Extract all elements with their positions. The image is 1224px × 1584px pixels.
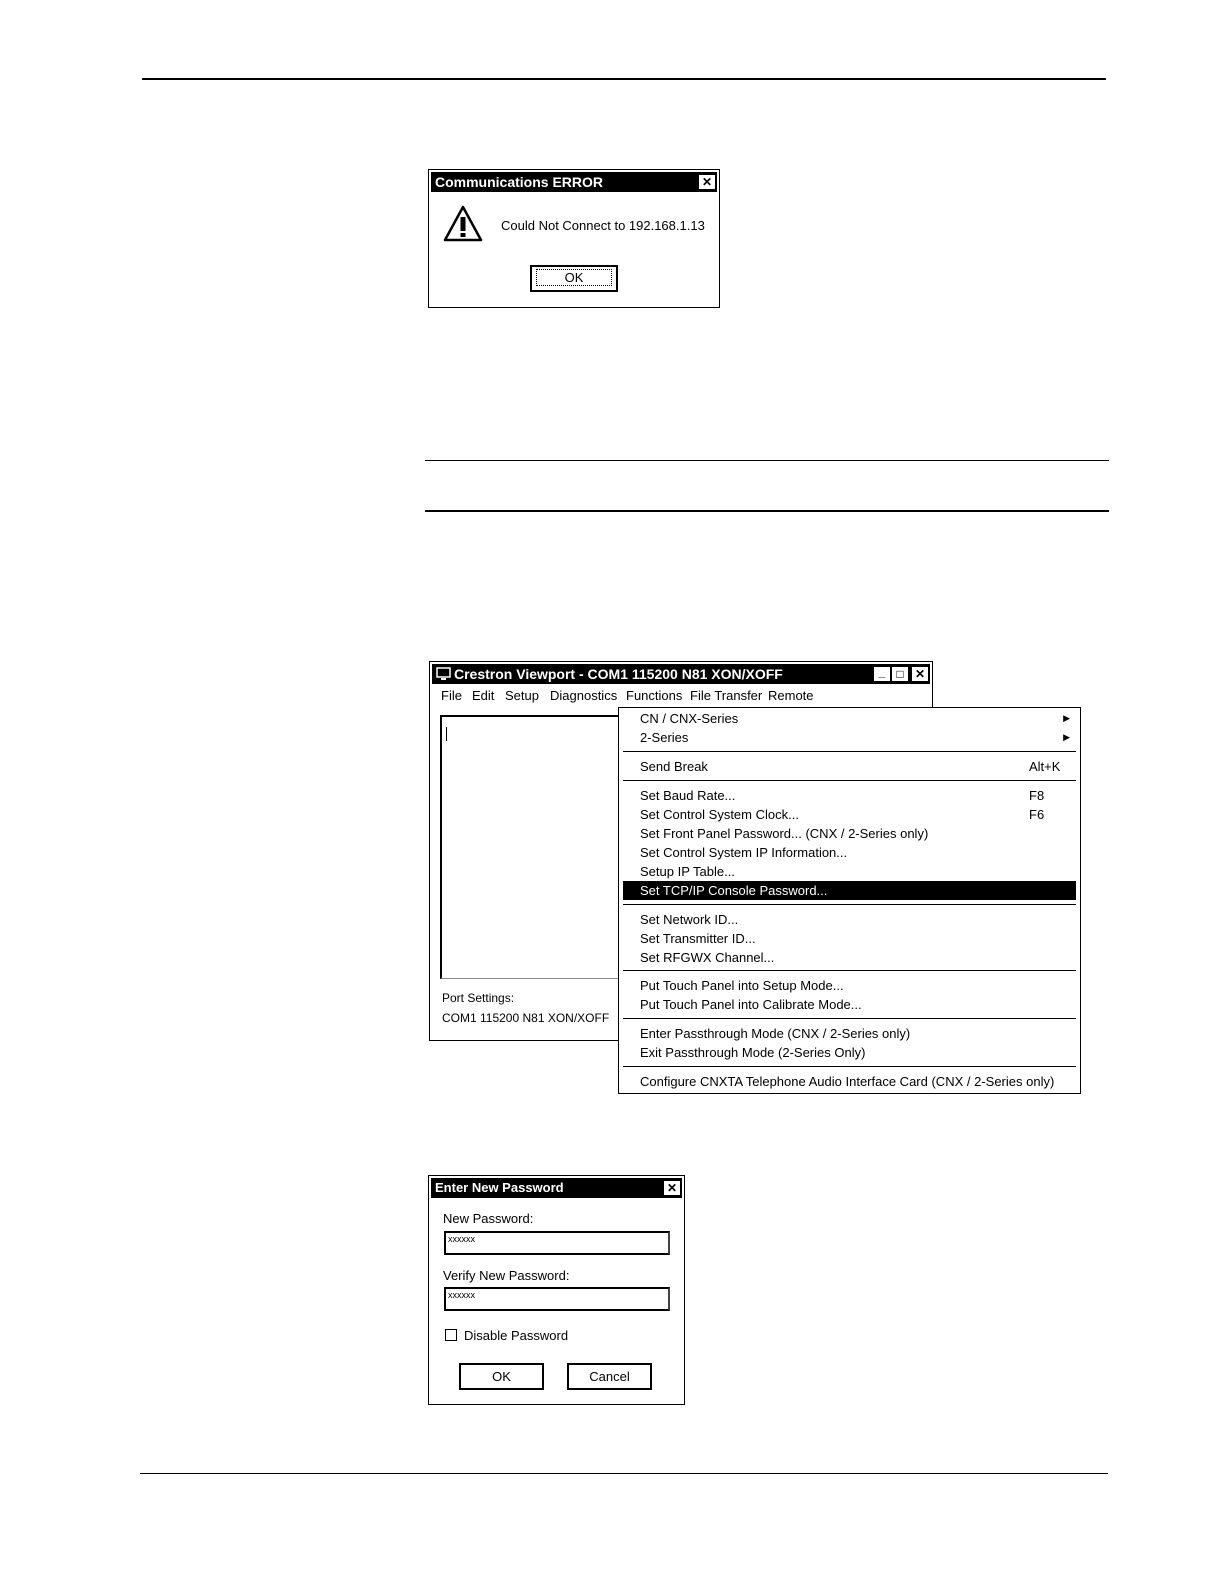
menu-item-shortcut: F6 [1029, 807, 1045, 822]
disable-password-checkbox[interactable] [445, 1329, 457, 1341]
menu-item-2-series[interactable] [623, 728, 1076, 747]
menu-item-label: Put Touch Panel into Setup Mode... [640, 978, 844, 993]
menu-functions[interactable]: Functions [626, 688, 683, 703]
menu-item-set-tcpip-console-password[interactable] [623, 881, 1076, 900]
ok-button-label: OK [492, 1369, 511, 1384]
disable-password-label: Disable Password [464, 1328, 569, 1343]
menu-separator [623, 780, 1076, 781]
enter-new-password-dialog [428, 1175, 685, 1405]
section-rule-top [425, 460, 1109, 461]
menu-setup[interactable]: Setup [505, 688, 539, 703]
submenu-arrow-icon: ▶ [1063, 713, 1070, 723]
menu-item-label: Enter Passthrough Mode (CNX / 2-Series only) [640, 1026, 911, 1041]
menu-item-touch-panel-calibrate-mode[interactable] [623, 995, 1076, 1014]
viewport-menubar [430, 688, 930, 708]
menu-item-exit-passthrough-mode[interactable] [623, 1043, 1076, 1062]
communications-error-dialog [428, 169, 720, 308]
maximize-icon[interactable]: □ [892, 667, 908, 681]
menu-item-label: Set Baud Rate... [640, 788, 736, 803]
menu-item-label: Configure CNXTA Telephone Audio Interface Card (CNX / 2-Series only) [640, 1074, 1055, 1089]
header-rule [142, 78, 1106, 80]
menu-item-shortcut: Alt+K [1029, 759, 1061, 774]
section-rule-bottom [425, 510, 1109, 512]
menu-item-set-control-system-clock[interactable] [623, 805, 1076, 824]
menu-item-label: Set Control System IP Information... [640, 845, 848, 860]
error-dialog-titlebar[interactable] [431, 172, 717, 192]
verify-password-field[interactable]: xxxxxx [444, 1287, 670, 1311]
menu-separator [623, 1018, 1076, 1019]
viewport-title: Crestron Viewport - COM1 115200 N81 XON/XOFF [454, 666, 783, 682]
submenu-arrow-icon: ▶ [1063, 732, 1070, 742]
menu-item-label: Setup IP Table... [640, 864, 735, 879]
menu-item-set-front-panel-password[interactable] [623, 824, 1076, 843]
menu-item-set-baud-rate[interactable] [623, 786, 1076, 805]
minimize-icon[interactable]: _ [874, 667, 890, 681]
menu-item-set-transmitter-id[interactable] [623, 929, 1076, 948]
menu-item-label: Set Transmitter ID... [640, 931, 756, 946]
verify-password-label: Verify New Password: [443, 1268, 570, 1283]
menu-remote[interactable]: Remote [768, 688, 814, 703]
menu-item-setup-ip-table[interactable] [623, 862, 1076, 881]
menu-item-label: Exit Passthrough Mode (2-Series Only) [640, 1045, 866, 1060]
menu-item-label: Set RFGWX Channel... [640, 950, 775, 965]
menu-diagnostics[interactable]: Diagnostics [550, 688, 618, 703]
menu-file[interactable]: File [441, 688, 462, 703]
cancel-button-label: Cancel [589, 1369, 630, 1384]
menu-separator [623, 751, 1076, 752]
menu-item-set-network-id[interactable] [623, 910, 1076, 929]
ok-button[interactable] [530, 265, 618, 292]
menu-item-set-control-system-ip[interactable] [623, 843, 1076, 862]
close-icon[interactable]: ✕ [699, 175, 715, 189]
password-dialog-titlebar[interactable] [431, 1178, 682, 1198]
cancel-button[interactable] [567, 1363, 652, 1390]
close-icon[interactable]: ✕ [664, 1181, 680, 1195]
menu-item-label: Put Touch Panel into Calibrate Mode... [640, 997, 862, 1012]
menu-item-label: Set Control System Clock... [640, 807, 799, 822]
footer-rule [140, 1473, 1108, 1474]
text-cursor [446, 727, 447, 741]
menu-item-enter-passthrough-mode[interactable] [623, 1024, 1076, 1043]
menu-separator [623, 1066, 1076, 1067]
menu-item-shortcut: F8 [1029, 788, 1045, 803]
new-password-field[interactable]: xxxxxx [444, 1231, 670, 1255]
menu-item-label: CN / CNX-Series [640, 711, 739, 726]
ok-button[interactable] [459, 1363, 544, 1390]
monitor-icon [436, 667, 451, 681]
menu-file-transfer[interactable]: File Transfer [690, 688, 763, 703]
close-icon[interactable]: ✕ [912, 667, 928, 681]
functions-menu [618, 707, 1081, 1094]
menu-item-label: Send Break [640, 759, 708, 774]
menu-item-touch-panel-setup-mode[interactable] [623, 976, 1076, 995]
menu-item-label: Set Front Panel Password... (CNX / 2-Series only) [640, 826, 929, 841]
menu-item-label: Set Network ID... [640, 912, 739, 927]
menu-item-label: 2-Series [640, 730, 689, 745]
new-password-label: New Password: [443, 1211, 534, 1226]
warning-icon [443, 204, 483, 244]
menu-item-label: Set TCP/IP Console Password... [640, 883, 828, 898]
menu-item-set-rfgwx-channel[interactable] [623, 948, 1076, 967]
menu-separator [623, 904, 1076, 905]
port-settings-label: Port Settings: [442, 991, 515, 1005]
viewport-titlebar[interactable] [432, 664, 930, 684]
error-dialog-title: Communications ERROR [435, 174, 604, 190]
menu-item-configure-cnxta[interactable] [623, 1072, 1076, 1091]
menu-separator [623, 970, 1076, 971]
console-pane[interactable] [440, 715, 626, 979]
menu-item-cn-cnx-series[interactable] [623, 709, 1076, 728]
error-message: Could Not Connect to 192.168.1.13 [501, 218, 705, 233]
menu-item-send-break[interactable] [623, 757, 1076, 776]
ok-button-label: OK [536, 269, 613, 286]
menu-edit[interactable]: Edit [472, 688, 495, 703]
port-settings-value: COM1 115200 N81 XON/XOFF [442, 1011, 610, 1025]
password-dialog-title: Enter New Password [435, 1180, 564, 1195]
